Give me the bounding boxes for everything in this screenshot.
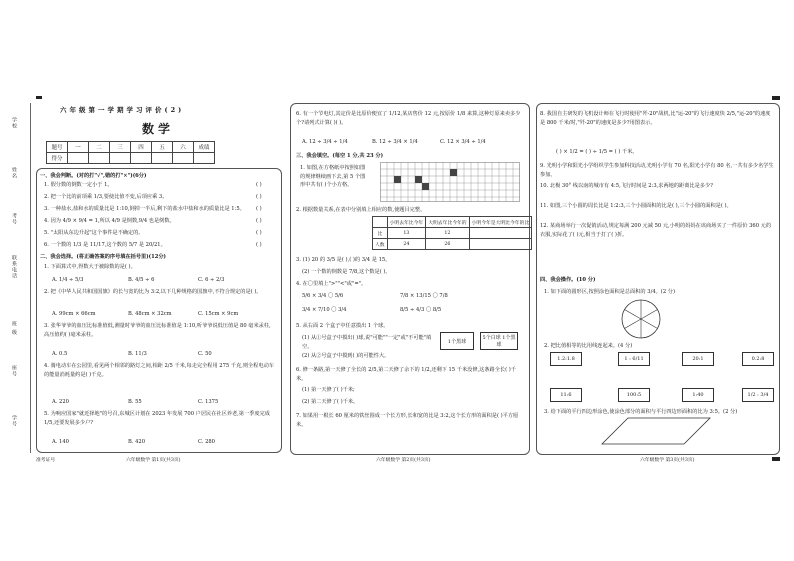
fill-subquestion: (1) 第一天修了( )千米;: [302, 387, 355, 393]
choice-question: 3. 张华爷爷的血压比标准值低,测量时爷爷的血压比标准值是 1:10,听爷爷说低压值是 80 毫米汞柱,高压值约( )毫米汞柱。: [44, 323, 271, 338]
choice-question: 2. 把《中华人民共和国国旗》的长与宽的比为 3:2,以下几种规格的国旗中,不符合规定的是( )。: [44, 289, 262, 295]
answer-parens[interactable]: ( ): [256, 218, 262, 224]
operation-question: 1. 如下面的圆形区,按照涂色面积是总面积的 3/4。(2 分): [544, 289, 675, 295]
score-header: 六: [173, 142, 194, 153]
parallelogram-figure[interactable]: [600, 416, 712, 446]
fill-question: 2. 根据数量关系,在表中分别填上相应的数,使题目完整。: [296, 207, 426, 213]
table-cell[interactable]: [469, 228, 532, 239]
fill-question: 9. 光明小学和阳光小学组织学生参加科技活动,光明小学有 70 名,阳光小学有 80 名,一共有多少名学生参加。: [540, 163, 774, 178]
judge-item: 6. 一个数的 1/3 是 11/17,这个数的 5/7 是 20/21。: [44, 242, 166, 248]
gutter-label-name: 姓名: [11, 167, 17, 179]
score-cell[interactable]: [173, 153, 194, 164]
table-cell: 12: [426, 228, 469, 239]
compare-item[interactable]: 5/6 × 3/4 〇 5/6: [302, 293, 344, 299]
choice-option: B. 11/3: [128, 351, 147, 357]
answer-parens[interactable]: ( ): [256, 242, 262, 248]
section2-title: 二、我会选择。(将正确答案的序号填在括号里)(12分): [40, 254, 166, 260]
choice-option: B. 48cm × 32cm: [128, 311, 172, 317]
fill-question: 1. 如图,在方格纸中按照如图的规律继续画下去,第 5 个图形中共有( )个小方格。: [300, 165, 366, 189]
fill-subquestion: (1) 从①号盒子中摸出( )球,说"可能""一定"或"不可能"填空。: [302, 335, 432, 350]
table-cell: 13: [387, 228, 426, 239]
choice-option: A. 99cm × 66cm: [52, 311, 96, 317]
choice-option: C. 12 × 3/4 ÷ 1/4: [440, 139, 486, 145]
fill-question: (2) 一个数的倒数是 7/8,这个数是( )。: [302, 269, 391, 275]
table-head: [373, 217, 388, 228]
gutter-label-student-id: 学号: [11, 415, 17, 427]
score-header: 题号: [47, 142, 68, 153]
judge-item: 1. 假分数的倒数一定小于 1。: [44, 182, 113, 188]
choice-option: C. 15cm × 9cm: [198, 311, 239, 317]
ratio-card[interactable]: 11:6: [550, 388, 582, 402]
judge-item: 4. 因为 4/9 × 9/4 = 1,所以 4/9 是倒数,9/4 也是倒数。: [44, 218, 175, 224]
choice-question: 1. 下面算式中,得数大于被除数的是( )。: [44, 264, 136, 270]
choice-option: B. 12 ÷ 3/4 × 1/4: [372, 139, 418, 145]
ratio-card[interactable]: 100:5: [618, 388, 650, 402]
ratio-card[interactable]: 0.2:8: [742, 352, 774, 366]
gutter-label-exam-number: 考号: [11, 213, 17, 225]
table-head: 小明去年比今年: [387, 217, 426, 228]
table-head: 大明去年比今年的: [426, 217, 469, 228]
fill-question: 11. 如图,三个小圆的周长比是 1:2:3,三个小圆面积的比是( ),三个小圆的面积是( )。: [540, 203, 732, 209]
choice-option: A. 1/4 ÷ 5/3: [52, 277, 84, 283]
compare-item[interactable]: 3/4 × 7/10 〇 3/4: [302, 307, 347, 313]
table-cell: 24: [387, 239, 426, 250]
score-cell[interactable]: [89, 153, 110, 164]
ratio-card[interactable]: 1 : 6/11: [618, 352, 650, 366]
ball-box-1: 1个黑球: [440, 332, 474, 350]
corner-mark: [36, 96, 42, 99]
score-cell[interactable]: [194, 153, 215, 164]
circle-figure[interactable]: [620, 298, 662, 340]
gutter-label-class: 班 级: [11, 321, 17, 336]
page-footer: 六年级数学 第1页(共3页): [126, 458, 181, 463]
footer-label: 准考证号: [36, 458, 56, 463]
answer-parens[interactable]: ( ): [256, 206, 262, 212]
score-header: 三: [110, 142, 131, 153]
grid-cell-filled: [422, 183, 429, 190]
table-cell: 比: [373, 228, 388, 239]
fill-question: 6. 修一条路,第一天修了全长的 2/5,第二天修了余下的 1/2,还剩下 15 千米没修,这条路全长( )千米。: [296, 367, 516, 382]
score-cell[interactable]: [152, 153, 173, 164]
choice-option: A. 12 ÷ 3/4 ÷ 1/4: [302, 139, 348, 145]
choice-option: C. 280: [198, 439, 215, 445]
choice-option: C. 6 ÷ 2/3: [198, 277, 225, 283]
fill-question: 8. 我国自主研发的飞机设计师在飞行时使用"歼-20"战机,比"运-20"的飞行速度快 2/5,"运-20"的速度是 800 千米/时,"歼-20"的速度是多少?用图表示。: [540, 111, 771, 126]
score-header: 五: [152, 142, 173, 153]
fill-question: 10. 北极 30° 线以南的城市有 4:5,飞行时间是 2:3,求两地的距离比是多少?: [540, 183, 713, 189]
gutter-label-seat: 座号: [11, 365, 17, 377]
grid-figure: [380, 162, 520, 202]
judge-item: 5. "太阳从东边升起"这个事件是不确定的。: [44, 230, 144, 236]
answer-parens[interactable]: ( ): [256, 194, 262, 200]
choice-option: C. 50: [198, 351, 212, 357]
answer-parens[interactable]: ( ): [256, 230, 262, 236]
choice-option: B. 420: [128, 439, 146, 445]
compare-item[interactable]: 8/5 ÷ 4/3 〇 8/5: [400, 307, 442, 313]
binding-gutter: [8, 103, 31, 453]
question-text: 6. 有一个节电灯,其定价是比原价便宜了 1/12,某店售价 12 元,按原价 1/8 来算,这种灯原来卖多少个?请列式计算( )( )。: [296, 111, 521, 126]
table-cell: 人数: [373, 239, 388, 250]
judge-item: 2. 把一个比的前项乘 1/3,要使比值不变,后项应乘 3。: [44, 194, 168, 200]
choice-option: A. 220: [52, 399, 69, 405]
operation-question: 2. 把比值相等的比用线连起来。(4 分): [544, 343, 633, 349]
choice-option: B. 4/5 ÷ 6: [128, 277, 155, 283]
fill-subquestion: (2) 从②号盒子中摸到( )的可能性大。: [302, 353, 390, 359]
corner-mark: [772, 96, 780, 100]
choice-option: A. 0.5: [52, 351, 68, 357]
exam-title: 六年级第一学期学习评价(2): [60, 106, 185, 114]
grid-cell-filled: [450, 169, 457, 176]
operation-question: 3. 给下面的平行四边形涂色,使涂色部分的面积与平行四边形面积的比为 3:5。(2 分): [544, 409, 738, 415]
fill-question: 4. 在〇里填上">""<"或"="。: [296, 281, 367, 287]
choice-question: 5. 为响应国家"就近择地"的号召,东城区计划在 2023 年发展 700 户居民在社区养老,第一季度完成 1/5,还要发展多少户?: [44, 411, 270, 426]
section3-title: 三、我会填空。(每空 1 分,共 23 分): [296, 153, 384, 159]
gutter-label-phone: 联系电话: [11, 255, 17, 279]
choice-question: 4. 骑电动车在公园里,看见两个相邻的路灯之间,相距 2/5 千米,每走完全程用 275 千克,则全程电动车的能量消耗量约是( )千克。: [44, 363, 274, 378]
subject-title: 数学: [142, 122, 175, 136]
choice-option: B. 55: [128, 399, 142, 405]
score-header: 一: [68, 142, 89, 153]
answer-parens[interactable]: ( ): [256, 182, 262, 188]
section1-title: 一、我会判断。(对的打"√",错的打"×")(6分): [40, 173, 147, 179]
score-header: 四: [131, 142, 152, 153]
choice-option: C. 1375: [198, 399, 219, 405]
ratio-card[interactable]: 1.2:1.8: [550, 352, 582, 366]
gutter-label-school: 学校: [11, 117, 17, 129]
fill-subquestion: (2) 第二天修了( )千米。: [302, 399, 359, 405]
corner-mark: [772, 457, 780, 461]
fill-question: 3. (1) 20 的 3/5 是( ),( )的 3/4 是 15。: [296, 257, 391, 263]
table-cell: 26: [426, 239, 469, 250]
ratio-card[interactable]: 20:1: [682, 352, 714, 366]
fill-question: 5. 从右面 2 个盒子中任意摸出 1 个球。: [296, 323, 389, 329]
score-header: 二: [89, 142, 110, 153]
judge-item: 3. 一种盐水,盐和水的质量比是 1:10,倒掉一半后,剩下的盐水中盐和水的质量比是 1:5。: [44, 206, 245, 212]
grid-cell-filled: [394, 176, 401, 183]
choice-option: A. 140: [52, 439, 69, 445]
page-footer: 六年级数学 第2页(共3页): [376, 458, 431, 463]
section4-title: 四、我会操作。(10 分): [540, 277, 596, 283]
score-cell[interactable]: [131, 153, 152, 164]
page-footer: 六年级数学 第3页(共3页): [640, 458, 695, 463]
fill-question: 12. 某商场举行一次促销活动,规定每满 200 元减 50 元,小明的妈妈在该商场买了一件原价 360 元的衣服,实际花了( )元,相当于打了( )折。: [540, 223, 772, 238]
score-label: 得分: [47, 153, 68, 164]
table-cell[interactable]: [469, 239, 532, 250]
compare-item[interactable]: 7/8 × 13/15 〇 7/8: [400, 293, 448, 299]
ratio-card[interactable]: 1/2 : 3/4: [742, 388, 774, 402]
ratio-card[interactable]: 1:40: [682, 388, 714, 402]
ball-box-2: 5个白球 1个黑球: [480, 332, 518, 350]
score-cell[interactable]: [110, 153, 131, 164]
table-head: 小明今年是大明比今年的比: [469, 217, 532, 228]
grid-cell-filled: [415, 176, 422, 183]
score-table: [46, 141, 215, 164]
score-header: 成绩: [194, 142, 215, 153]
ratio-table: [372, 216, 532, 250]
fill-subquestion: ( ) × 1/2 = ( ) ÷ 1/5 = ( ) 千米。: [556, 149, 638, 155]
score-cell[interactable]: [68, 153, 89, 164]
fill-question: 7. 如果用一根长 60 厘米的铁丝围成一个长方形,长和宽的比是 3:2,这个长方形的面积是( )平方厘米。: [296, 413, 519, 428]
